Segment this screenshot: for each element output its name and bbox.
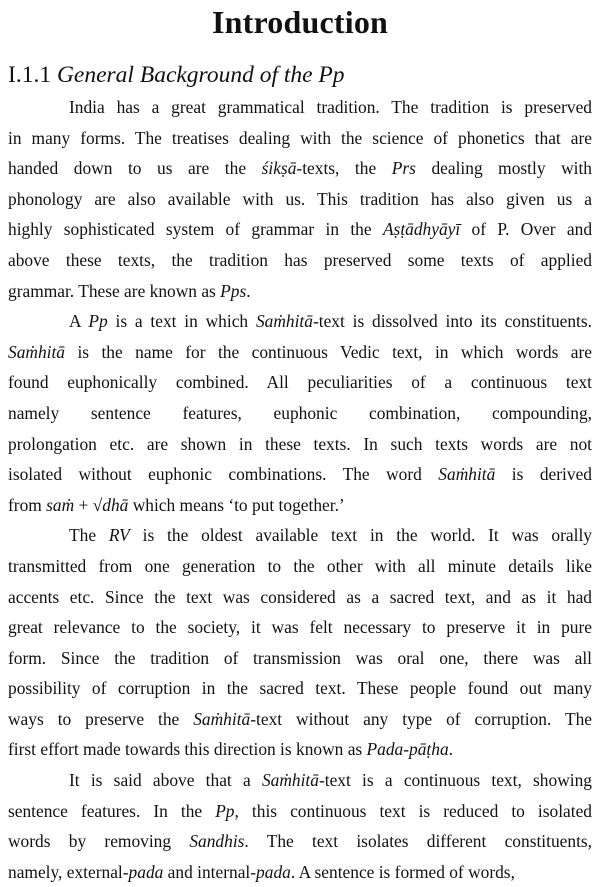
text-run: -texts, the bbox=[296, 158, 392, 179]
paragraph bbox=[8, 520, 592, 765]
text-run: -text is a continuous text, showing bbox=[318, 770, 592, 791]
section-title: General Background of the Pp bbox=[56, 62, 345, 88]
italic-term: Aṣṭādhyāyī bbox=[382, 219, 461, 240]
text-line bbox=[8, 153, 592, 184]
text-line bbox=[8, 826, 592, 857]
text-line bbox=[8, 398, 592, 429]
text-run: namely sentence features, euphonic combination, compounding, bbox=[8, 402, 592, 423]
text-run: transmitted from one generation to the other with all minute details like bbox=[8, 555, 592, 576]
text-run: sentence features. In the bbox=[8, 800, 216, 821]
italic-term: śikṣā bbox=[261, 158, 297, 179]
italic-term: RV bbox=[108, 525, 130, 546]
text-line bbox=[8, 123, 592, 154]
italic-term: dhā bbox=[102, 494, 129, 515]
text-run: possibility of corruption in the sacred text. These people found out many bbox=[8, 678, 592, 699]
text-run: from bbox=[8, 494, 47, 515]
text-run: -text without any type of corruption. The bbox=[250, 708, 592, 729]
text-line bbox=[8, 276, 592, 307]
text-run: highly sophisticated system of grammar in the bbox=[8, 219, 383, 240]
text-run: ways to preserve the bbox=[8, 708, 194, 729]
italic-term: Saṁhitā bbox=[8, 341, 66, 362]
text-line bbox=[8, 857, 592, 887]
text-line bbox=[8, 367, 592, 398]
text-run: namely, external- bbox=[8, 861, 129, 882]
section-heading bbox=[8, 60, 592, 90]
text-line bbox=[8, 673, 592, 704]
text-line bbox=[8, 184, 592, 215]
text-line bbox=[8, 765, 592, 796]
italic-term: saṁ bbox=[46, 494, 75, 515]
paragraph bbox=[8, 765, 592, 887]
section-number: I.1.1 bbox=[8, 62, 52, 88]
text-run: handed down to us are the bbox=[8, 158, 262, 179]
text-run: words by removing bbox=[8, 831, 190, 852]
text-run: which means ‘to put together.’ bbox=[128, 494, 345, 515]
italic-term: pada bbox=[256, 861, 291, 882]
chapter-heading: Introduction bbox=[211, 4, 389, 40]
italic-term: pada bbox=[128, 861, 164, 882]
text-line bbox=[8, 643, 592, 674]
text-run: grammar. These are known as bbox=[8, 280, 221, 301]
italic-term: Saṁhitā bbox=[261, 770, 319, 791]
text-run: is the oldest available text in the world. It was orally bbox=[129, 525, 592, 546]
paragraph bbox=[8, 306, 592, 520]
body-text bbox=[8, 92, 592, 887]
text-run: accents etc. Since the text was considered as a sacred text, and as it had bbox=[8, 586, 592, 607]
text-run: . bbox=[246, 280, 251, 301]
text-run: . bbox=[448, 739, 454, 760]
text-line bbox=[8, 490, 592, 521]
text-line bbox=[8, 796, 592, 827]
text-run: is derived bbox=[495, 464, 592, 485]
text-line bbox=[8, 306, 592, 337]
text-run: is a text in which bbox=[107, 311, 256, 332]
italic-term: Pp bbox=[88, 311, 108, 332]
text-run: It is said above that a bbox=[69, 770, 262, 791]
text-run: is the name for the continuous Vedic text, in which words are bbox=[65, 341, 592, 362]
italic-term: Saṁhitā bbox=[255, 311, 313, 332]
text-line bbox=[8, 551, 592, 582]
text-run: above these texts, the tradition has preserved some texts of applied bbox=[8, 249, 592, 270]
italic-term: Saṁhitā bbox=[193, 708, 251, 729]
text-line bbox=[8, 612, 592, 643]
text-run: + √ bbox=[74, 494, 103, 515]
text-run: of P. Over and bbox=[460, 219, 593, 240]
text-run: form. Since the tradition of transmission was oral one, there was all bbox=[8, 647, 592, 668]
text-run: and internal- bbox=[163, 861, 257, 882]
text-line bbox=[8, 520, 592, 551]
italic-term: Pps bbox=[220, 280, 247, 301]
text-run: dealing mostly with bbox=[415, 158, 592, 179]
text-run: -text is dissolved into its constituents. bbox=[312, 311, 593, 332]
text-line bbox=[8, 337, 592, 368]
italic-term: Pp bbox=[215, 800, 235, 821]
text-run: prolongation etc. are shown in these texts. In such texts words are not bbox=[8, 433, 592, 454]
text-line bbox=[8, 245, 592, 276]
italic-term: Saṁhitā bbox=[438, 464, 496, 485]
text-line bbox=[8, 704, 592, 735]
text-run: found euphonically combined. All peculiarities of a continuous text bbox=[8, 372, 592, 393]
text-run: A bbox=[69, 311, 89, 332]
text-run: . A sentence is formed of words, bbox=[290, 861, 515, 882]
text-run: . The text isolates different constituents, bbox=[244, 831, 593, 852]
text-run: isolated without euphonic combinations. The word bbox=[8, 464, 439, 485]
text-line bbox=[8, 734, 592, 765]
text-run: The bbox=[69, 525, 109, 546]
paragraph bbox=[8, 92, 592, 306]
italic-term: Pada-pāṭha bbox=[366, 739, 449, 760]
text-line bbox=[8, 429, 592, 460]
text-run: first effort made towards this direction is known as bbox=[8, 739, 367, 760]
text-line bbox=[8, 459, 592, 490]
text-line bbox=[8, 582, 592, 613]
text-run: in many forms. The treatises dealing with the science of phonetics that are bbox=[8, 127, 592, 148]
text-line bbox=[8, 214, 592, 245]
text-run: , this continuous text is reduced to isolated bbox=[234, 800, 592, 821]
text-run: phonology are also available with us. This tradition has also given us a bbox=[8, 188, 592, 209]
italic-term: Prs bbox=[391, 158, 416, 179]
text-run: India has a great grammatical tradition. The tradition is preserved bbox=[69, 97, 592, 117]
text-line bbox=[8, 92, 592, 123]
text-run: great relevance to the society, it was felt necessary to preserve it in pure bbox=[8, 617, 592, 638]
italic-term: Sandhis bbox=[189, 831, 245, 852]
